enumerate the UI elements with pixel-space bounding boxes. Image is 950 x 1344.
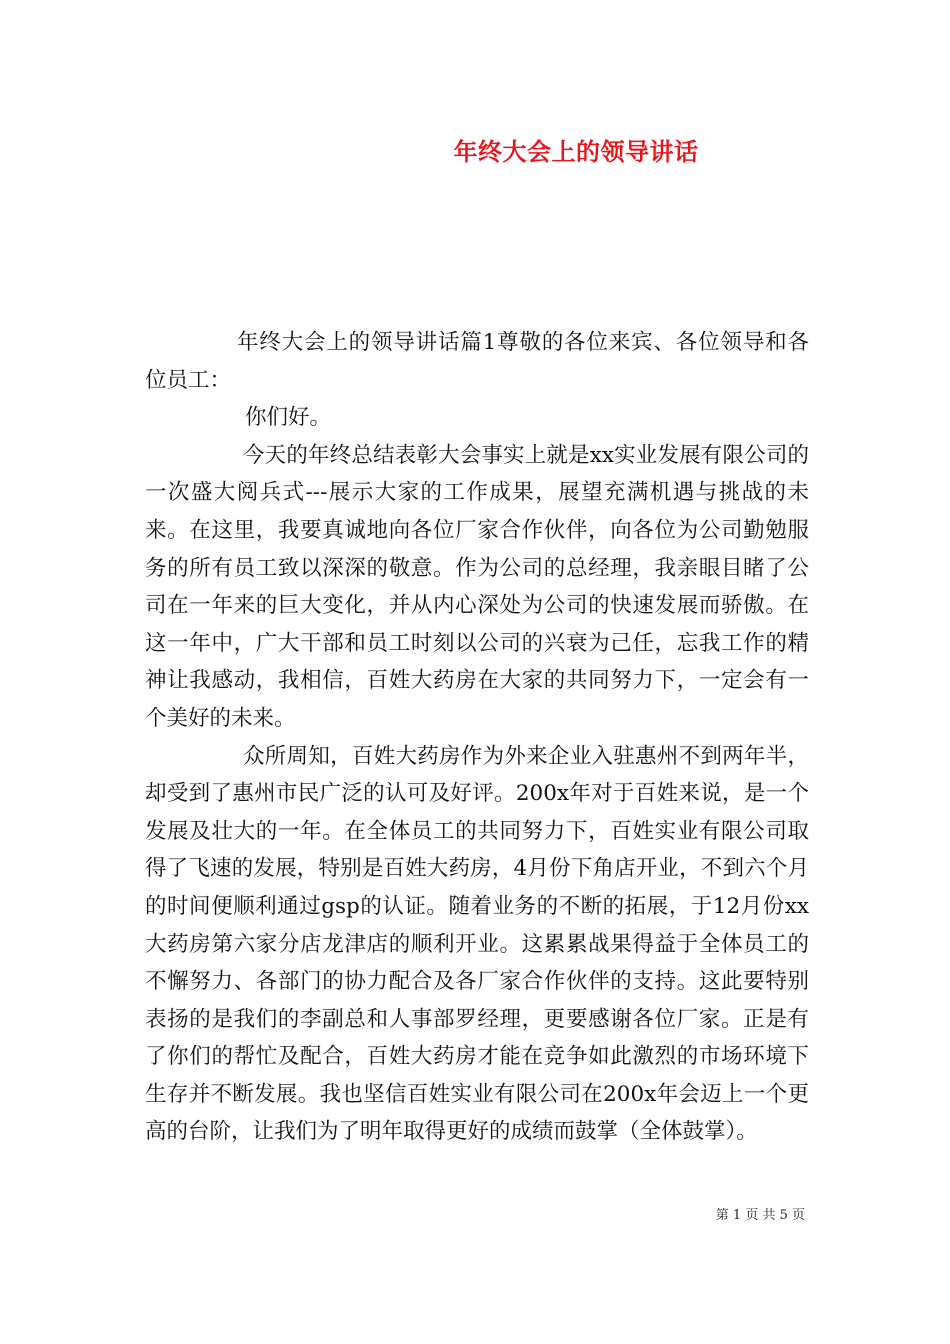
paragraph-opening: 今天的年终总结表彰大会事实上就是xx实业发展有限公司的一次盛大阅兵式---展示大家的工作成果，展望充满机遇与挑战的未来。在这里，我要真诚地向各位厂家合作伙伴，向各位为公司勤勉服务的所有员工致以深深的敬意。作为公司的总经理，我亲眼目睹了公司在一年来的巨大变化，并从内心深处为公司的快速发展而骄傲。在这一年中，广大干部和员工时刻以公司的兴衰为己任，忘我工作的精神让我感动，我相信，百姓大药房在大家的共同努力下，一定会有一个美好的未来。 (145, 442, 809, 731)
document-title: 年终大会上的领导讲话 (453, 138, 699, 166)
page-number-footer: 第 1 页 共 5 页 (715, 1208, 805, 1223)
paragraph-salutation: 年终大会上的领导讲话篇1尊敬的各位来宾、各位领导和各位员工： (145, 330, 809, 393)
paragraph-review: 众所周知，百姓大药房作为外来企业入驻惠州不到两年半，却受到了惠州市民广泛的认可及好评。200x年对于百姓来说，是一个发展及壮大的一年。在全体员工的共同努力下，百姓实业有限公司取得了飞速的发展，特别是百姓大药房，4月份下角店开业，不到六个月的时间便顺利通过gsp的认证。随着业务的不断的拓展，于12月份xx大药房第六家分店龙津店的顺利开业。这累累战果得益于全体员工的不懈努力、各部门的协力配合及各厂家合作伙伴的支持。这此要特别表扬的是我们的李副总和人事部罗经理，更要感谢各位厂家。正是有了你们的帮忙及配合，百姓大药房才能在竞争如此激烈的市场环境下生存并不断发展。我也坚信百姓实业有限公司在200x年会迈上一个更高的台阶，让我们为了明年取得更好的成绩而鼓掌（全体鼓掌）。 (145, 743, 809, 1145)
paragraph-greeting: 你们好。 (245, 405, 332, 431)
document-body (145, 324, 809, 1151)
